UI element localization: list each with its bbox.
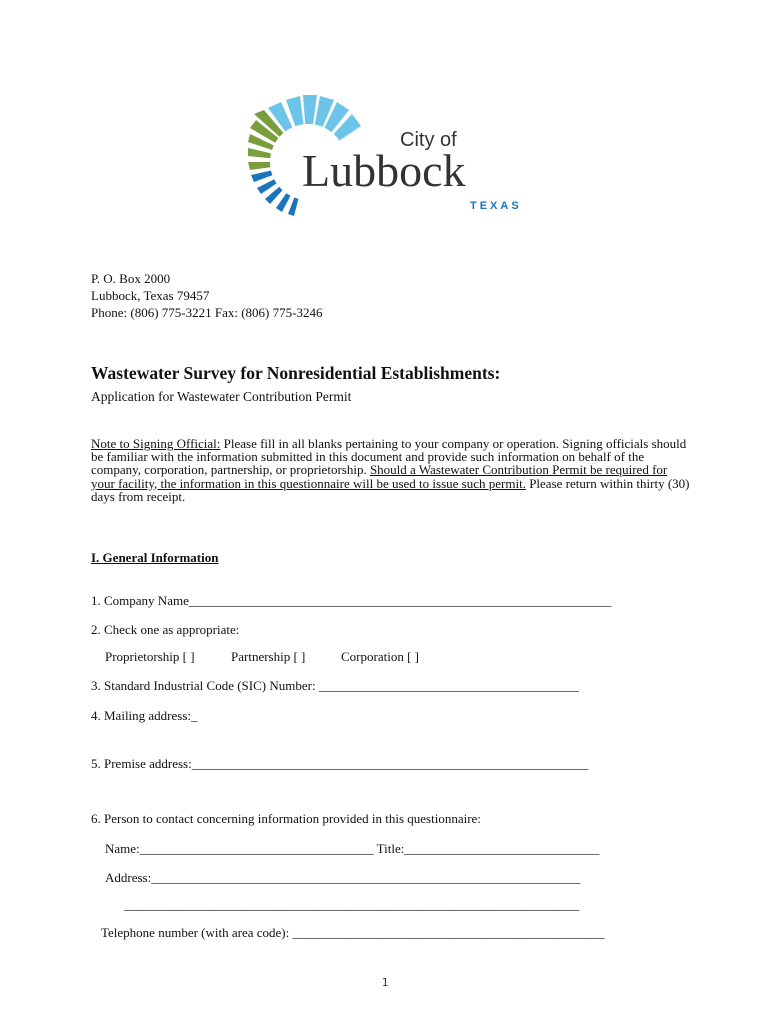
partnership-checkbox[interactable]: Partnership [ ] bbox=[231, 649, 306, 664]
organization-type-options bbox=[105, 649, 419, 665]
city-logo bbox=[248, 92, 528, 216]
contact-name-title-field[interactable]: Name:____________________________________ Title:______________________________ bbox=[105, 841, 600, 856]
premise-address-field[interactable]: 5. Premise address:_____________________________________________________________ bbox=[91, 756, 589, 771]
address-po-box: P. O. Box 2000 bbox=[91, 271, 171, 286]
city-logo-mark bbox=[248, 92, 528, 216]
note-permit-statement: Should a Wastewater Contribution Permit be required for your facility, the information in this questionnaire will be used to issue such permit. bbox=[91, 462, 668, 491]
note-label: Note to Signing Official: bbox=[91, 436, 221, 451]
mailing-address-field[interactable]: 4. Mailing address:_ bbox=[91, 708, 198, 723]
section-heading-general-information: I. General Information bbox=[91, 550, 219, 565]
note-to-signing-official bbox=[91, 437, 691, 503]
address-phone-fax: Phone: (806) 775-3221 Fax: (806) 775-3246 bbox=[91, 305, 323, 320]
address-city: Lubbock, Texas 79457 bbox=[91, 288, 210, 303]
company-name-field[interactable]: 1. Company Name_________________________________________________________________ bbox=[91, 593, 612, 608]
logo-lubbock: Lubbock bbox=[302, 145, 466, 196]
document-title: Wastewater Survey for Nonresidential Establishments: bbox=[91, 363, 501, 383]
logo-city-of: City of bbox=[400, 129, 457, 151]
logo-texas: TEXAS bbox=[470, 200, 522, 212]
document-subtitle: Application for Wastewater Contribution Permit bbox=[91, 389, 352, 404]
page-number: 1 bbox=[381, 976, 389, 989]
check-one-label: 2. Check one as appropriate: bbox=[91, 622, 240, 637]
note-return-instruction: Please return within thirty (30) days from receipt. bbox=[91, 475, 690, 504]
proprietorship-checkbox[interactable]: Proprietorship [ ] bbox=[105, 649, 195, 664]
contact-address-line2-field[interactable]: ______________________________________________________________________ bbox=[124, 897, 579, 912]
sic-number-field[interactable]: 3. Standard Industrial Code (SIC) Number: ________________________________________ bbox=[91, 678, 579, 693]
contact-address-field[interactable]: Address:__________________________________________________________________ bbox=[105, 870, 581, 885]
mailing-address-block bbox=[91, 270, 322, 321]
note-body: Please fill in all blanks pertaining to your company or operation. Signing officials should be familiar with the information submitted in this document and provide such information on behalf of the company, corporation, partnership, or proprietorship. bbox=[91, 436, 687, 478]
telephone-field[interactable]: Telephone number (with area code): ________________________________________________ bbox=[101, 925, 605, 940]
corporation-checkbox[interactable]: Corporation [ ] bbox=[341, 649, 419, 664]
contact-person-label: 6. Person to contact concerning information provided in this questionnaire: bbox=[91, 811, 481, 826]
